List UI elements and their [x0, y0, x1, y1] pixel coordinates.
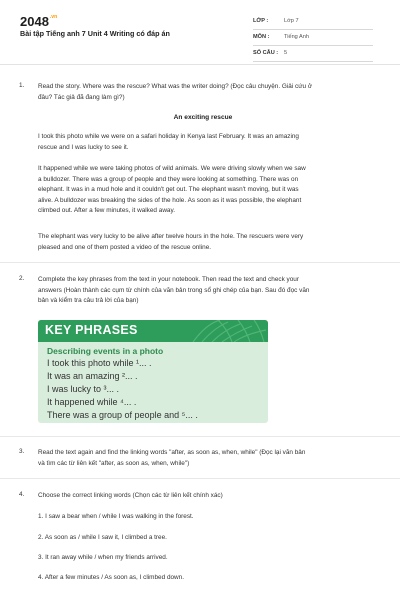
meta-value: 5	[284, 50, 288, 56]
section-divider	[0, 262, 400, 263]
prompt-line: bản và kiểm tra câu trả lời của bạn)	[38, 297, 139, 304]
meta-label: SỐ CÂU :	[253, 50, 279, 56]
text-line: alive. A bulldozer was breaking the sides of the hole. As soon as it was possible, the elephant	[38, 196, 302, 204]
story-title: An exciting rescue	[173, 114, 233, 121]
meta-label: LỚP :	[253, 18, 269, 24]
leaf-pattern-icon	[188, 320, 268, 342]
key-phrases-heading: KEY PHRASES	[45, 323, 138, 337]
text-line: elephant. It was in a mud hole and it couldn't get out. The elephant wasn't moving, but it was	[38, 186, 299, 193]
prompt-line: đâu? Tác giả đã đang làm gì?)	[38, 93, 125, 101]
meta-panel	[253, 16, 373, 64]
key-phrases-header	[38, 320, 268, 342]
meta-row-count	[253, 48, 373, 62]
question-3-prompt	[38, 448, 368, 469]
answer-option: 4. After a few minutes / As soon as, I climbed down.	[38, 574, 184, 581]
key-phrase-line: I took this photo while ¹... .	[47, 358, 152, 368]
meta-value: Lớp 7	[284, 18, 299, 24]
question-4-prompt: Choose the correct linking words (Chọn các từ liên kết chính xác)	[38, 492, 223, 499]
answer-option: 2. As soon as / while I saw it, I climbed a tree.	[38, 534, 167, 541]
section-divider	[0, 436, 400, 437]
header-divider	[0, 64, 400, 65]
key-phrases-box	[38, 320, 268, 423]
text-line: The elephant was very lucky to be alive after twelve hours in the hole. The rescuers were very	[38, 233, 304, 240]
story-paragraph-2	[38, 164, 368, 217]
page-header	[0, 0, 400, 62]
question-2-prompt	[38, 275, 368, 307]
answer-option: 3. It ran away while / when my friends arrived.	[38, 554, 168, 561]
text-line: climbed out. After a few minutes, it walked away.	[38, 207, 175, 214]
question-number: 1.	[19, 82, 25, 89]
question-number: 2.	[19, 275, 25, 282]
prompt-line: và tìm các từ liên kết "after, as soon as, when, while")	[38, 459, 190, 467]
prompt-line: answers (Hoàn thành các cụm từ chính của văn bản trong sổ ghi chép của bạn. Sau đó đọc văn	[38, 286, 310, 294]
question-number: 3.	[19, 448, 25, 455]
prompt-line: Read the story. Where was the rescue? What was the writer doing? (Đọc câu chuyện. Giải cứu ở	[38, 83, 313, 90]
text-line: a bulldozer. There was a group of people and they were looking at something. There was on	[38, 175, 299, 183]
prompt-line: Read the text again and find the linking words "after, as soon as, when, while" (Đọc lại văn bản	[38, 449, 306, 456]
document-title: Bài tập Tiếng anh 7 Unit 4 Writing có đáp án	[20, 29, 170, 38]
answer-option: 1. I saw a bear when / while I was walking in the forest.	[38, 513, 194, 520]
logo-text: 2048	[20, 14, 49, 29]
question-number: 4.	[19, 491, 25, 498]
key-phrase-line: It was an amazing ²... .	[47, 371, 138, 381]
key-phrases-subheading: Describing events in a photo	[47, 346, 164, 356]
key-phrase-line: It happened while ⁴... .	[47, 397, 137, 407]
meta-label: MÔN :	[253, 34, 270, 40]
site-logo[interactable]	[20, 14, 57, 29]
key-phrase-line: I was lucky to ³... .	[47, 384, 120, 394]
story-paragraph-3	[38, 232, 368, 253]
text-line: pleased and one of them posted a video of the rescue online.	[38, 243, 212, 251]
prompt-line: Complete the key phrases from the text in your notebook. Then read the text and check your	[38, 276, 299, 283]
section-divider	[0, 478, 400, 479]
logo-suffix: .vn	[49, 14, 58, 20]
meta-row-subject	[253, 32, 373, 46]
question-1-prompt	[38, 82, 368, 103]
text-line: rescue and I was lucky to see it.	[38, 143, 129, 151]
meta-value: Tiếng Anh	[284, 34, 309, 40]
meta-row-grade	[253, 16, 373, 30]
story-paragraph-1	[38, 132, 368, 153]
text-line: I took this photo while we were on a safari holiday in Kenya last February. It was an amazing	[38, 133, 299, 140]
key-phrase-line: There was a group of people and ⁵... .	[47, 410, 198, 420]
text-line: It happened while we were taking photos of wild animals. We were driving slowly when we saw	[38, 165, 306, 172]
